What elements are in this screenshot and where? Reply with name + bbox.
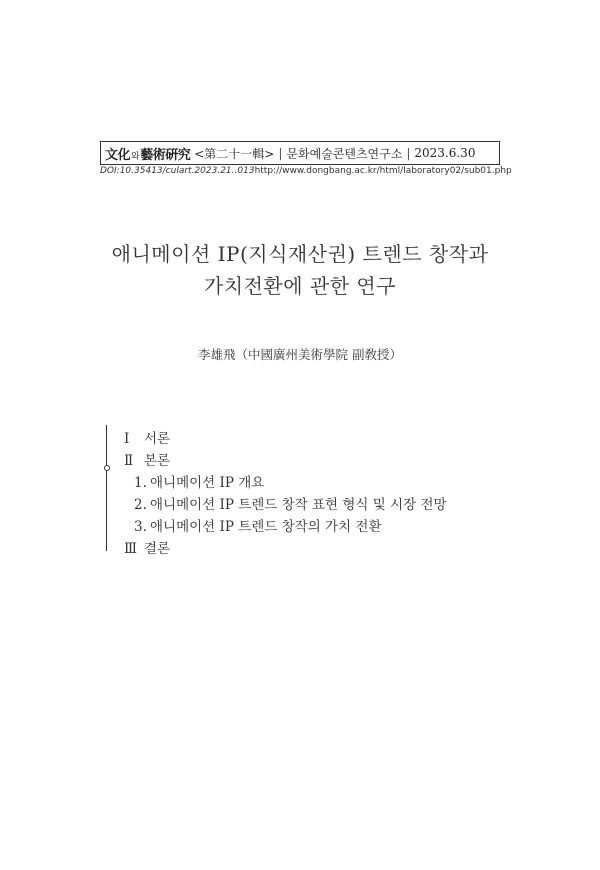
toc-item [124,427,170,447]
toc-item [124,537,170,557]
journal-header [100,141,500,165]
paper-title-line-1: 애니메이션 IP(지식재산권) 트렌드 창작과 [111,242,489,266]
logo-rest: 藝術硏究 [140,147,191,163]
toc-number: 1. [134,475,147,491]
toc-label: 서론 [144,431,171,447]
author: 李雄飛（中國廣州美術學院 副敎授） [198,347,402,362]
header-separator: | [278,146,283,160]
toc-label: 애니메이션 IP 개요 [150,475,265,491]
toc-number: 2. [134,497,147,513]
toc-item [134,515,382,535]
logo-wa: 와 [131,151,140,162]
toc-number: 3. [134,519,147,535]
toc-vertical-line [106,471,107,551]
toc-vertical-line [106,425,107,467]
journal-logo [105,144,190,163]
toc-number: Ⅲ [124,541,138,557]
journal-date: 2023.6.30 [414,146,476,160]
toc-label: 애니메이션 IP 트렌드 창작 표현 형식 및 시장 전망 [150,497,447,513]
toc-number: Ⅰ [124,431,130,447]
header-separator: | [406,146,411,160]
toc-item [124,449,170,469]
toc-label: 애니메이션 IP 트렌드 창작의 가치 전환 [150,519,382,535]
toc-item [134,493,447,513]
logo-main: 文化 [105,147,131,163]
toc-label: 본론 [144,453,171,469]
toc-label: 결론 [144,541,171,557]
journal-institute: 문화예술콘텐츠연구소 [286,146,403,161]
toc-bullet-icon [104,465,110,471]
meta-line [100,166,512,180]
toc-number: Ⅱ [124,453,134,469]
paper-title-line-2: 가치전환에 관한 연구 [203,274,397,298]
toc-item [134,471,264,491]
doi: DOI:10.35413/culart.2023.21..013 [100,166,255,176]
journal-volume: <第二十一輯> [194,146,275,161]
journal-url[interactable]: http://www.dongbang.ac.kr/html/laboratory02/sub01.php [254,166,512,176]
